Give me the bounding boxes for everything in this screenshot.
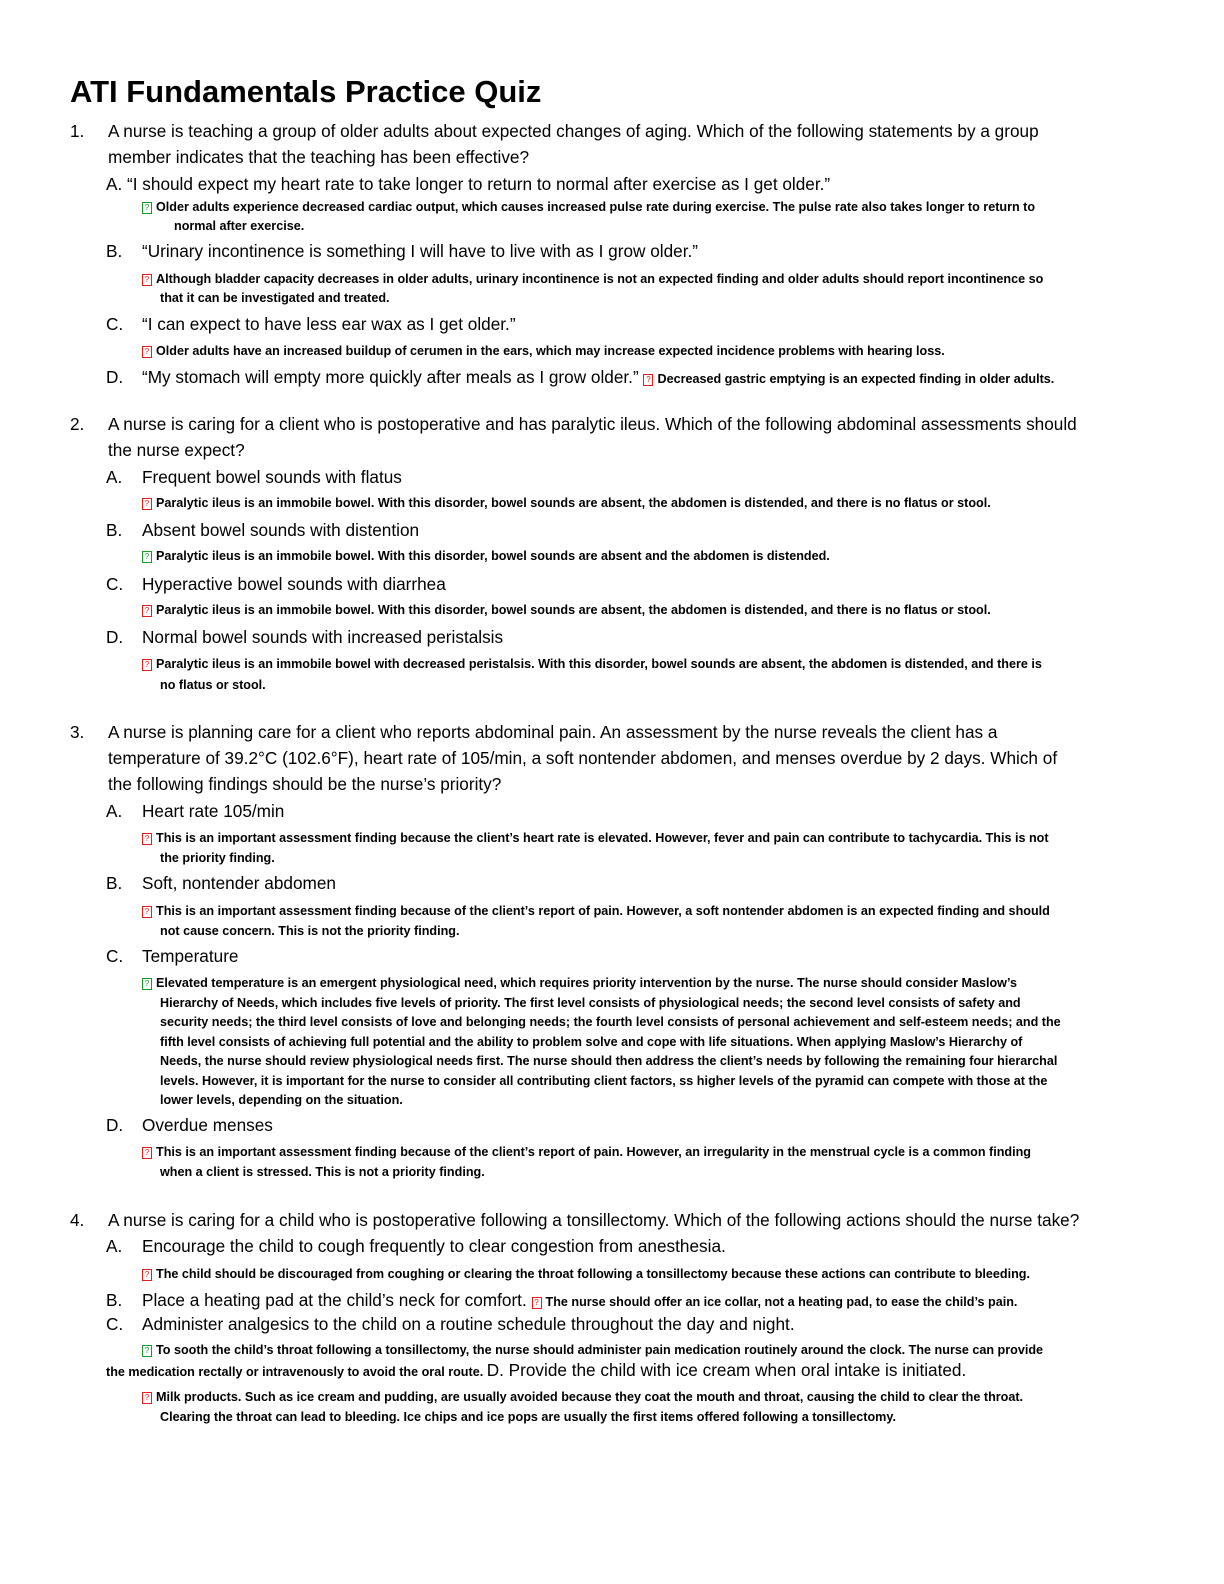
option-letter: B.: [106, 1290, 123, 1310]
rationale-continued: levels. However, it is important for the nurse to consider all contributing client factors, ss higher levels of the pyramid can compete with those at the: [160, 1074, 1048, 1088]
option-letter: A.: [106, 467, 123, 487]
option-text: Absent bowel sounds with distention: [142, 520, 420, 540]
option-text: Hyperactive bowel sounds with diarrhea: [142, 574, 446, 594]
option-letter: B.: [106, 520, 123, 540]
rationale: ? Older adults have an increased buildup of cerumen in the ears, which may increase expected incidence problems with hearing loss.: [142, 341, 945, 361]
question-number: 1.: [70, 121, 85, 141]
question-text: A nurse is caring for a child who is postoperative following a tonsillectomy. Which of the following actions should the nurse take?: [108, 1210, 1080, 1230]
wrong-mark-icon: ?: [142, 1392, 152, 1404]
correct-mark-icon: ?: [142, 551, 152, 563]
rationale: ? To sooth the child’s throat following a tonsillectomy, the nurse should administer pain medication routinely around the clock. The nurse can provide: [142, 1340, 1043, 1360]
option-letter: B.: [106, 241, 123, 261]
option-text: Temperature: [142, 946, 239, 966]
wrong-mark-icon: ?: [142, 498, 152, 510]
rationale-continued: Needs, the nurse should review physiological needs first. The nurse should then address the client’s needs by following the remaining four hierarchal: [160, 1054, 1058, 1068]
wrong-mark-icon: ?: [142, 833, 152, 845]
rationale-continued: the medication rectally or intravenously to avoid the oral route. D. Provide the child with ice cream when oral intake is initiated.: [106, 1360, 967, 1380]
wrong-mark-icon: ?: [532, 1297, 542, 1309]
question-text: the following findings should be the nurse’s priority?: [108, 774, 502, 794]
wrong-mark-icon: ?: [142, 1269, 152, 1281]
rationale-continued: Clearing the throat can lead to bleeding. Ice chips and ice pops are usually the first items offered following a tonsillectomy.: [160, 1410, 896, 1424]
option-text: Soft, nontender abdomen: [142, 873, 336, 893]
wrong-mark-icon: ?: [142, 659, 152, 671]
question-number: 2.: [70, 414, 85, 434]
rationale: ? Paralytic ileus is an immobile bowel with decreased peristalsis. With this disorder, bowel sounds are absent, the abdomen is distended, and there is: [142, 654, 1042, 674]
wrong-mark-icon: ?: [643, 374, 653, 386]
option-text: Frequent bowel sounds with flatus: [142, 467, 402, 487]
rationale-continued: Hierarchy of Needs, which includes five levels of priority. The first level consists of physiological needs; the second level consists of safety and: [160, 996, 1021, 1010]
option-text: Normal bowel sounds with increased peristalsis: [142, 627, 504, 647]
option-text: A. “I should expect my heart rate to take longer to return to normal after exercise as I get older.”: [106, 174, 831, 194]
rationale: ? The nurse should offer an ice collar, not a heating pad, to ease the child’s pain.: [532, 1295, 1018, 1309]
rationale-continued: security needs; the third level consists of love and belonging needs; the fourth level consists of personal achievement and self-esteem needs; and the: [160, 1015, 1061, 1029]
question-number: 3.: [70, 722, 85, 742]
wrong-mark-icon: ?: [142, 274, 152, 286]
rationale-continued: lower levels, depending on the situation.: [160, 1093, 403, 1107]
question-text: the nurse expect?: [108, 440, 245, 460]
option-text: “My stomach will empty more quickly after meals as I grow older.” ? Decreased gastric emptying is an expected finding in older adults.: [142, 367, 1055, 387]
rationale: ? This is an important assessment finding because of the client’s report of pain. However, an irregularity in the menstrual cycle is a common finding: [142, 1142, 1031, 1162]
correct-mark-icon: ?: [142, 1345, 152, 1357]
question-text: A nurse is planning care for a client who reports abdominal pain. An assessment by the nurse reveals the client has a: [108, 722, 998, 742]
option-text: Heart rate 105/min: [142, 801, 285, 821]
option-letter: D.: [106, 1115, 124, 1135]
wrong-mark-icon: ?: [142, 906, 152, 918]
rationale-continued: not cause concern. This is not the priority finding.: [160, 924, 460, 938]
question-number: 4.: [70, 1210, 85, 1230]
rationale-continued: no flatus or stool.: [160, 678, 266, 692]
option-text: D. Provide the child with ice cream when oral intake is initiated.: [486, 1360, 967, 1380]
option-letter: C.: [106, 314, 124, 334]
rationale-continued: fifth level consists of achieving full potential and the ability to problem solve and cope with life situations. When applying Maslow’s Hierarchy of: [160, 1035, 1023, 1049]
option-text: Place a heating pad at the child’s neck for comfort. ? The nurse should offer an ice collar, not a heating pad, to ease the child’s pain.: [142, 1290, 1018, 1310]
option-letter: B.: [106, 873, 123, 893]
option-letter: A.: [106, 1236, 123, 1256]
option-text: “Urinary incontinence is something I will have to live with as I grow older.”: [142, 241, 698, 261]
option-letter: C.: [106, 574, 124, 594]
rationale: ? Elevated temperature is an emergent physiological need, which requires priority intervention by the nurse. The nurse should consider Maslow’s: [142, 973, 1017, 993]
option-letter: D.: [106, 367, 124, 387]
rationale-continued: normal after exercise.: [174, 219, 305, 233]
wrong-mark-icon: ?: [142, 1147, 152, 1159]
option-text: “I can expect to have less ear wax as I get older.”: [142, 314, 516, 334]
option-letter: D.: [106, 627, 124, 647]
rationale-continued: the priority finding.: [160, 851, 275, 865]
rationale-continued: that it can be investigated and treated.: [160, 291, 390, 305]
option-text: Administer analgesics to the child on a routine schedule throughout the day and night.: [142, 1314, 795, 1334]
option-letter: C.: [106, 1314, 124, 1334]
rationale: ? Paralytic ileus is an immobile bowel. With this disorder, bowel sounds are absent and the abdomen is distended.: [142, 546, 830, 566]
question-text: A nurse is caring for a client who is postoperative and has paralytic ileus. Which of the following abdominal assessments should: [108, 414, 1077, 434]
rationale-continued: when a client is stressed. This is not a priority finding.: [160, 1165, 485, 1179]
wrong-mark-icon: ?: [142, 346, 152, 358]
rationale: ? This is an important assessment finding because the client’s heart rate is elevated. However, fever and pain can contribute to tachycardia. This is not: [142, 828, 1049, 848]
option-letter: A.: [106, 801, 123, 821]
rationale: ? Milk products. Such as ice cream and pudding, are usually avoided because they coat the mouth and throat, causing the child to clear the throat.: [142, 1387, 1023, 1407]
wrong-mark-icon: ?: [142, 605, 152, 617]
rationale: ? The child should be discouraged from coughing or clearing the throat following a tonsillectomy because these actions can contribute to bleeding.: [142, 1264, 1030, 1284]
rationale: ? This is an important assessment finding because of the client’s report of pain. However, a soft nontender abdomen is an expected finding and should: [142, 901, 1050, 921]
rationale: ? Decreased gastric emptying is an expected finding in older adults.: [643, 372, 1054, 386]
correct-mark-icon: ?: [142, 978, 152, 990]
page-title: ATI Fundamentals Practice Quiz: [70, 74, 542, 109]
question-text: temperature of 39.2°C (102.6°F), heart rate of 105/min, a soft nontender abdomen, and menses overdue by 2 days. Which of: [108, 748, 1058, 768]
rationale: ? Although bladder capacity decreases in older adults, urinary incontinence is not an expected finding and older adults should report incontinence so: [142, 269, 1043, 289]
rationale: ? Paralytic ileus is an immobile bowel. With this disorder, bowel sounds are absent, the abdomen is distended, and there is no flatus or stool.: [142, 493, 991, 513]
question-text: member indicates that the teaching has been effective?: [108, 147, 530, 167]
question-text: A nurse is teaching a group of older adults about expected changes of aging. Which of the following statements by a group: [108, 121, 1039, 141]
rationale: ? Older adults experience decreased cardiac output, which causes increased pulse rate during exercise. The pulse rate also takes longer to return to: [142, 197, 1035, 217]
correct-mark-icon: ?: [142, 202, 152, 214]
rationale: ? Paralytic ileus is an immobile bowel. With this disorder, bowel sounds are absent, the abdomen is distended, and there is no flatus or stool.: [142, 600, 991, 620]
option-letter: C.: [106, 946, 124, 966]
option-text: Encourage the child to cough frequently to clear congestion from anesthesia.: [142, 1236, 726, 1256]
option-text: Overdue menses: [142, 1115, 273, 1135]
